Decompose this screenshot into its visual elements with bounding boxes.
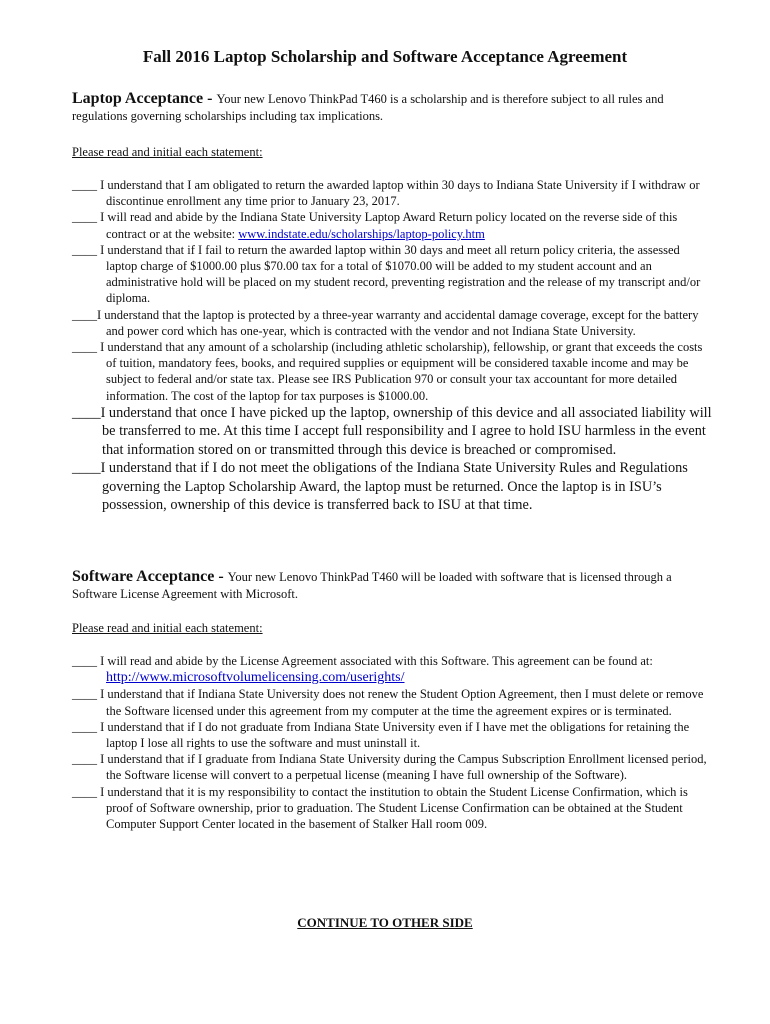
- laptop-statement: ____ I understand that if I fail to return the awarded laptop within 30 days and meet all return policy criteria, the assessed laptop charge of $1000.00 plus $70.00 tax for a total of $1070.00 will be added to my student account and an administrative hold will be placed on my student record, preventing registration and the release of my transcript and/or diploma.: [72, 242, 701, 306]
- software-acceptance-intro: Your new Lenovo ThinkPad T460 will be loaded with software that is licensed through a Software License Agreement with Microsoft.: [72, 570, 672, 601]
- software-statement: [72, 653, 712, 686]
- software-statement: ____ I understand that if I do not graduate from Indiana State University even if I have met the obligations for retaining the laptop I lose all rights to use the software and must uninstall it.: [72, 719, 690, 751]
- software-statement-text: ____ I will read and abide by the License Agreement associated with this Software. This agreement can be found at:: [72, 654, 653, 668]
- laptop-statement: ____I understand that the laptop is protected by a three-year warranty and accidental damage coverage, except for the battery and power cord which has one-year, which is contracted with the vendor and not Indiana State University.: [72, 307, 699, 338]
- laptop-statement: ____I understand that once I have picked up the laptop, ownership of this device and all associated liability will be transferred to me. At this time I accept full responsibility and I agree to hold ISU harmless in the event that information stored on or transmitted through this device is breached or compromised.: [72, 404, 712, 458]
- software-instruction: Please read and initial each statement:: [72, 621, 263, 635]
- software-acceptance-heading: Software Acceptance -: [72, 568, 228, 585]
- laptop-acceptance-heading: Laptop Acceptance -: [72, 90, 217, 107]
- laptop-acceptance-intro: Your new Lenovo ThinkPad T460 is a scholarship and is therefore subject to all rules and regulations governing scholarships including tax implications.: [72, 92, 664, 123]
- laptop-statement: ____ I understand that I am obligated to return the awarded laptop within 30 days to Indiana State University if I withdraw or discontinue enrollment any time prior to January 23, 2017.: [72, 178, 700, 209]
- laptop-statement: ____I understand that if I do not meet the obligations of the Indiana State University Rules and Regulations governing the Laptop Scholarship Award, the laptop must be returned. Once the laptop is in ISU’s possession, ownership of this device is transferred back to ISU at that time.: [72, 460, 688, 514]
- laptop-statement-list: [72, 177, 712, 515]
- laptop-instruction: Please read and initial each statement:: [72, 145, 263, 159]
- laptop-policy-link[interactable]: www.indstate.edu/scholarships/laptop-policy.htm: [238, 226, 485, 241]
- software-statement: ____ I understand that it is my responsibility to contact the institution to obtain the Student License Confirmation, which is proof of Software ownership, prior to graduation. The Student License Confirmation can be obtained at the Student Computer Support Center located in the basement of Stalker Hall room 009.: [72, 784, 688, 832]
- page-title: Fall 2016 Laptop Scholarship and Software Acceptance Agreement: [142, 47, 628, 66]
- laptop-statement: ____ I understand that any amount of a scholarship (including athletic scholarship), fellowship, or grant that exceeds the costs of tuition, mandatory fees, books, and required supplies or equipment will be considered taxable income and may be subject to federal and/or state tax. Please see IRS Publication 970 or consult your tax accountant for more detailed information. The cost of the laptop for tax purposes is $1000.00.: [72, 340, 703, 403]
- software-statement: ____ I understand that if Indiana State University does not renew the Student Option Agreement, then I must delete or remove the Software licensed under this agreement from my computer at the time the agreement expires or is terminated.: [72, 687, 704, 718]
- laptop-statement-text: ____ I will read and abide by the Indiana State University Laptop Award Return policy located on the reverse side of this contract or at the website:: [72, 210, 678, 241]
- software-statement-list: [72, 653, 712, 832]
- laptop-statement: [72, 209, 712, 241]
- laptop-acceptance-section: [72, 90, 712, 125]
- license-agreement-link[interactable]: http://www.microsoftvolumelicensing.com/userights/: [106, 670, 405, 686]
- continue-notice: CONTINUE TO OTHER SIDE: [297, 915, 473, 930]
- software-acceptance-section: [72, 568, 712, 603]
- software-statement: ____ I understand that if I graduate from Indiana State University during the Campus Subscription Enrollment licensed period, the Software license will convert to a perpetual license (meaning I have full ownership of the Software).: [72, 752, 707, 783]
